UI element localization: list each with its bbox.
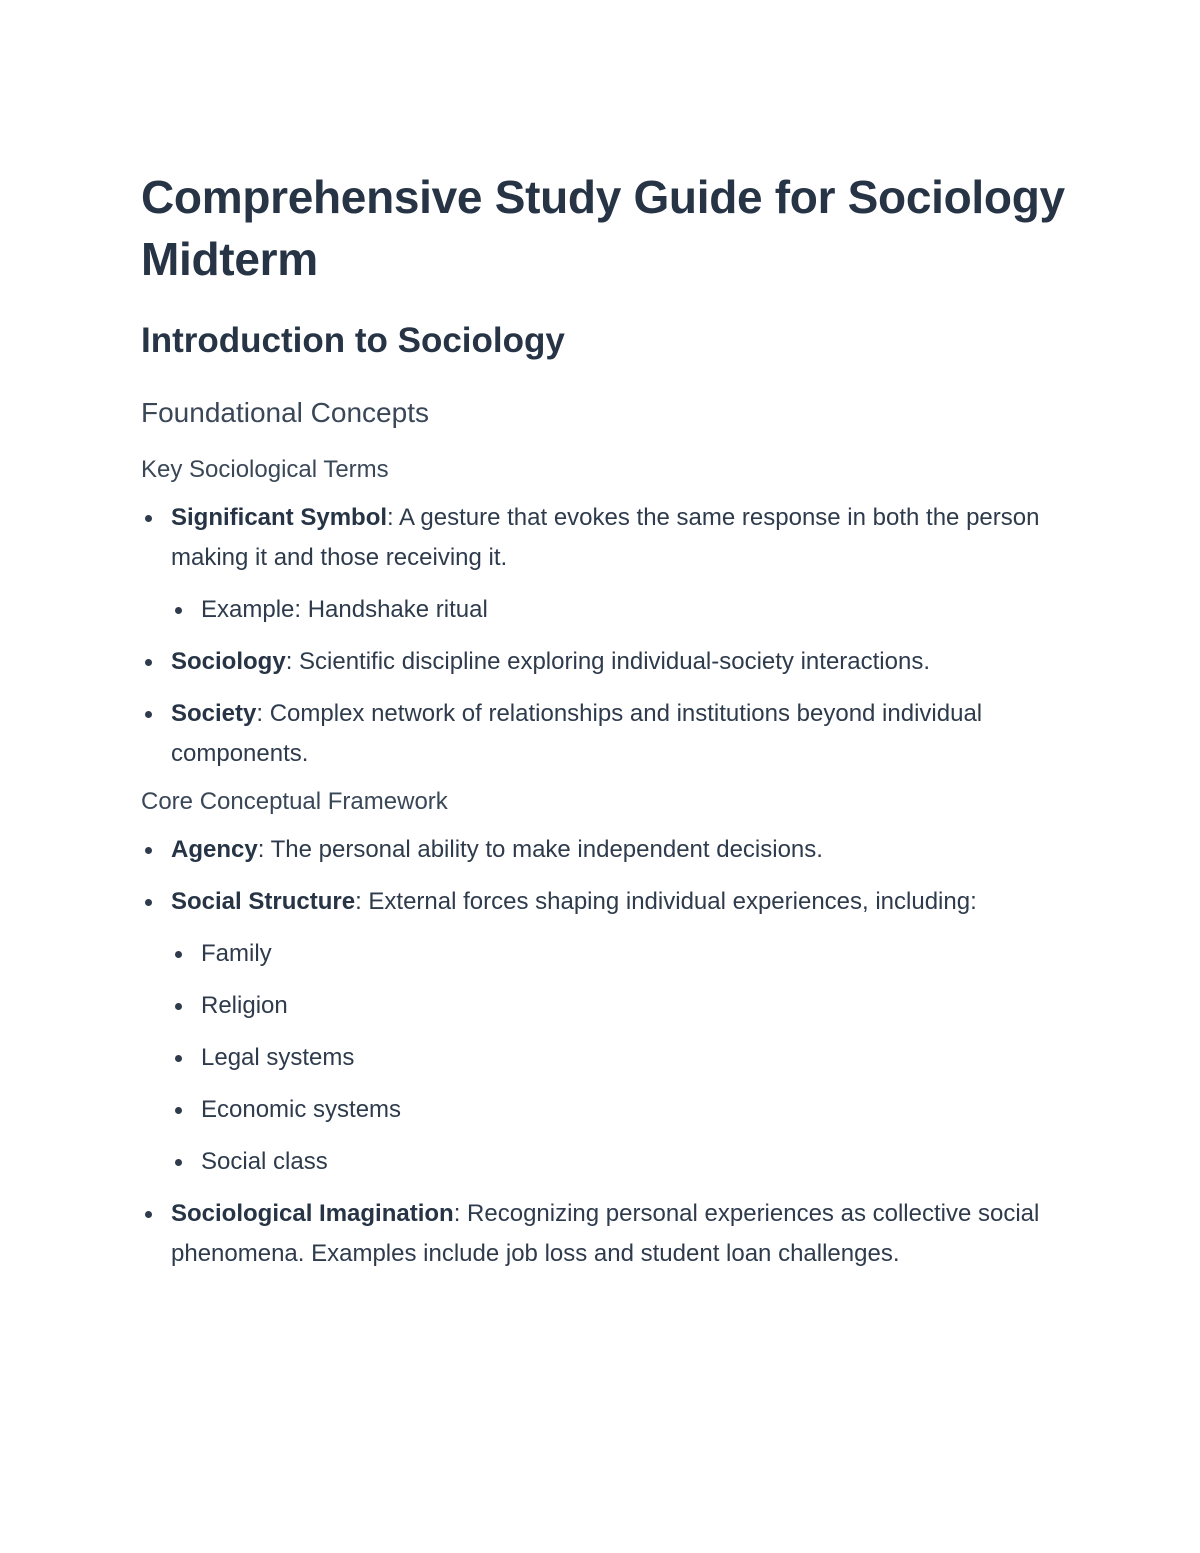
sublist-item: Economic systems <box>171 1090 1071 1130</box>
sublist-item: Family <box>171 934 1071 974</box>
term-definition: : External forces shaping individual experiences, including: <box>355 888 977 915</box>
key-terms-list <box>141 498 1071 774</box>
term-definition: : Recognizing personal experiences as collective social phenomena. Examples include job loss and student loan challenges. <box>171 1200 1040 1267</box>
term-label: Sociological Imagination <box>171 1200 454 1227</box>
sublist-item: Legal systems <box>171 1038 1071 1078</box>
term-label: Social Structure <box>171 888 356 915</box>
group-heading-key-terms: Key Sociological Terms <box>141 456 389 483</box>
term-definition: : Scientific discipline exploring individual-society interactions. <box>285 648 930 675</box>
core-framework-list <box>141 830 1071 1274</box>
list-item-significant-symbol <box>141 498 1071 630</box>
list-item-agency <box>141 830 1071 870</box>
group-heading-core-framework: Core Conceptual Framework <box>141 788 448 815</box>
term-label: Agency <box>171 836 258 863</box>
sublist <box>171 590 1071 630</box>
section-heading: Introduction to Sociology <box>141 321 565 360</box>
term-definition: : The personal ability to make independent decisions. <box>257 836 823 863</box>
term-definition: : A gesture that evokes the same response in both the person making it and those receiving it. <box>171 504 1040 571</box>
list-item-sociological-imagination <box>141 1194 1071 1274</box>
subsection-heading: Foundational Concepts <box>141 397 429 428</box>
sublist-item: Example: Handshake ritual <box>171 590 1071 630</box>
document-title: Comprehensive Study Guide for Sociology Midterm <box>141 171 1065 285</box>
sublist <box>171 934 1071 1182</box>
list-item-social-structure <box>141 882 1071 1182</box>
sublist-item: Religion <box>171 986 1071 1026</box>
list-item-sociology <box>141 642 1071 682</box>
document-body <box>141 166 1071 1274</box>
term-label: Sociology <box>171 648 286 675</box>
list-item-society <box>141 694 1071 774</box>
sublist-item: Social class <box>171 1142 1071 1182</box>
term-definition: : Complex network of relationships and institutions beyond individual components. <box>171 700 983 767</box>
term-label: Significant Symbol <box>171 504 388 531</box>
term-label: Society <box>171 700 257 727</box>
